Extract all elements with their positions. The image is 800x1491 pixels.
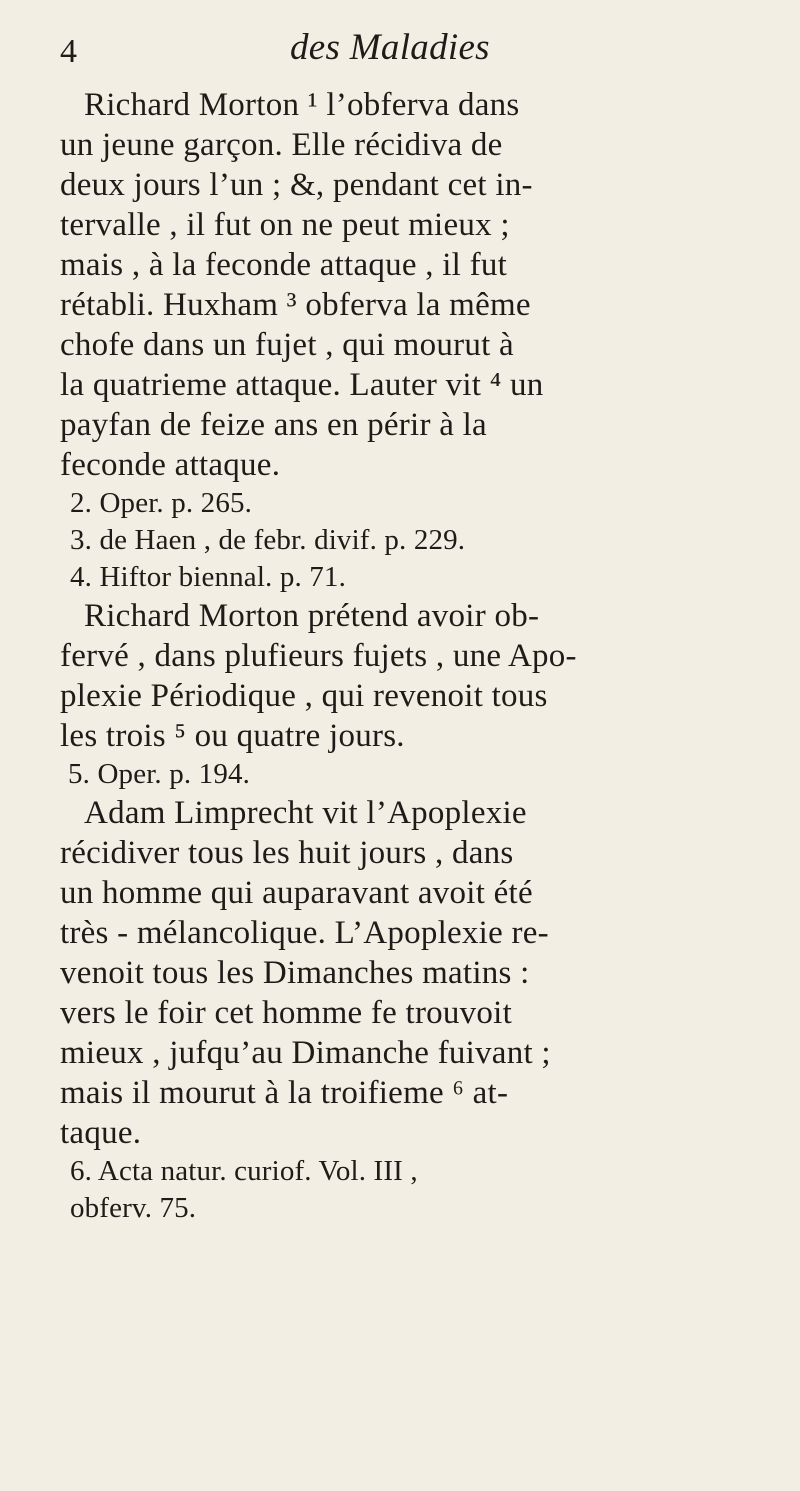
body3-line-9: taque. <box>60 1115 142 1151</box>
body2-line-1: Richard Morton prétend avoir ob- <box>84 598 540 634</box>
body-line-10: feconde attaque. <box>60 447 281 483</box>
body2-line-4: les trois ⁵ ou quatre jours. <box>60 718 405 754</box>
body3-line-7: mieux , jufqu’au Dimanche fuivant ; <box>60 1035 551 1071</box>
body3-line-1: Adam Limprecht vit l’Apoplexie <box>84 795 527 831</box>
footnote-6: 6. Acta natur. curiof. Vol. III , <box>70 1155 418 1187</box>
body3-line-2: récidiver tous les huit jours , dans <box>60 835 514 871</box>
body3-line-8: mais il mourut à la troifieme ⁶ at- <box>60 1075 509 1111</box>
page-number: 4 <box>60 33 78 70</box>
body2-line-3: plexie Périodique , qui revenoit tous <box>60 678 548 714</box>
body3-line-4: très - mélancolique. L’Apoplexie re- <box>60 915 549 951</box>
footnote-4: 4. Hiftor biennal. p. 71. <box>70 561 346 593</box>
body-line-2: un jeune garçon. Elle récidiva de <box>60 127 503 163</box>
body-line-9: payfan de feize ans en périr à la <box>60 407 487 443</box>
footnote-5: 5. Oper. p. 194. <box>68 758 251 790</box>
body-line-1: Richard Morton ¹ l’obferva dans <box>84 87 520 123</box>
footnote-3: 3. de Haen , de febr. divif. p. 229. <box>70 524 466 556</box>
body2-line-2: fervé , dans plufieurs fujets , une Apo- <box>60 638 577 674</box>
body-line-4: tervalle , il fut on ne peut mieux ; <box>60 207 510 243</box>
body-line-7: chofe dans un fujet , qui mourut à <box>60 327 514 363</box>
running-head <box>0 0 800 90</box>
footnote-6-cont: obferv. 75. <box>70 1192 197 1224</box>
footnote-2: 2. Oper. p. 265. <box>70 487 253 519</box>
body-line-5: mais , à la feconde attaque , il fut <box>60 247 507 283</box>
body3-line-6: vers le foir cet homme fe trouvoit <box>60 995 513 1031</box>
body-line-6: rétabli. Huxham ³ obferva la même <box>60 287 531 323</box>
running-head-title: des Maladies <box>290 27 490 68</box>
main-text <box>60 85 760 1227</box>
body-line-3: deux jours l’un ; &, pendant cet in- <box>60 167 533 203</box>
body3-line-3: un homme qui auparavant avoit été <box>60 875 533 911</box>
body3-line-5: venoit tous les Dimanches matins : <box>60 955 530 991</box>
body-line-8: la quatrieme attaque. Lauter vit ⁴ un <box>60 367 544 403</box>
